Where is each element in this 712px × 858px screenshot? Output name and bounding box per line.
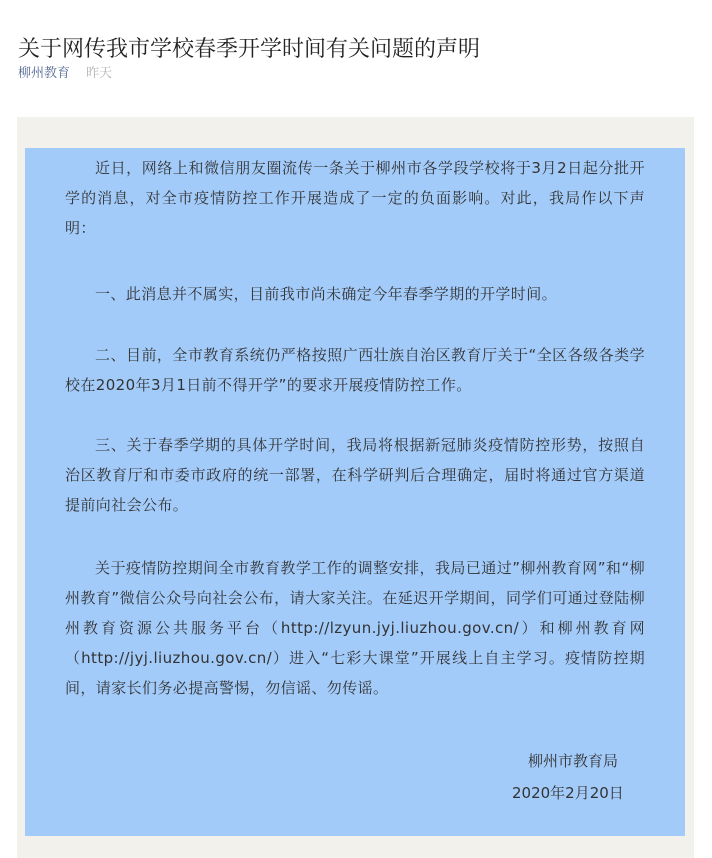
article-meta [18, 63, 112, 85]
paragraph-point-1: 一、此消息并不属实，目前我市尚未确定今年春季学期的开学时间。 [95, 285, 558, 303]
notice-panel [25, 148, 685, 836]
account-name-link[interactable]: 柳州教育 [18, 66, 71, 81]
paragraph-online-learning: 关于疫情防控期间全市教育教学工作的调整安排，我局已通过”柳州教育网”和“柳州教育”微信公众号向社会公布，请大家关注。在延迟开学期间，同学们可通过登陆柳州教育资源公共服务平台（http://lzyun.jyj.liuzhou.gov.cn/）和柳州教育网（http://jyj.liuzhou.gov.cn/）进入“七彩大课堂”开展线上自主学习。疫情防控期间，请家长们务必提高警惕，勿信谣、勿传谣。 [65, 559, 645, 697]
article-title: 关于网传我市学校春季开学时间有关问题的声明 [18, 36, 481, 62]
signature-organization: 柳州市教育局 [528, 752, 619, 770]
publish-time: 昨天 [86, 66, 113, 81]
signature-date: 2020年2月20日 [512, 784, 624, 802]
paragraph-intro: 近日，网络上和微信朋友圈流传一条关于柳州市各学段学校将于3月2日起分批开学的消息，对全市疫情防控工作开展造成了一定的负面影响。对此，我局作以下声明： [65, 159, 645, 237]
paragraph-point-3: 三、关于春季学期的具体开学时间，我局将根据新冠肺炎疫情防控形势，按照自治区教育厅和市委市政府的统一部署，在科学研判后合理确定，届时将通过官方渠道提前向社会公布。 [65, 436, 645, 514]
paragraph-point-2: 二、目前，全市教育系统仍严格按照广西壮族自治区教育厅关于“全区各级各类学校在2020年3月1日前不得开学”的要求开展疫情防控工作。 [65, 346, 645, 394]
